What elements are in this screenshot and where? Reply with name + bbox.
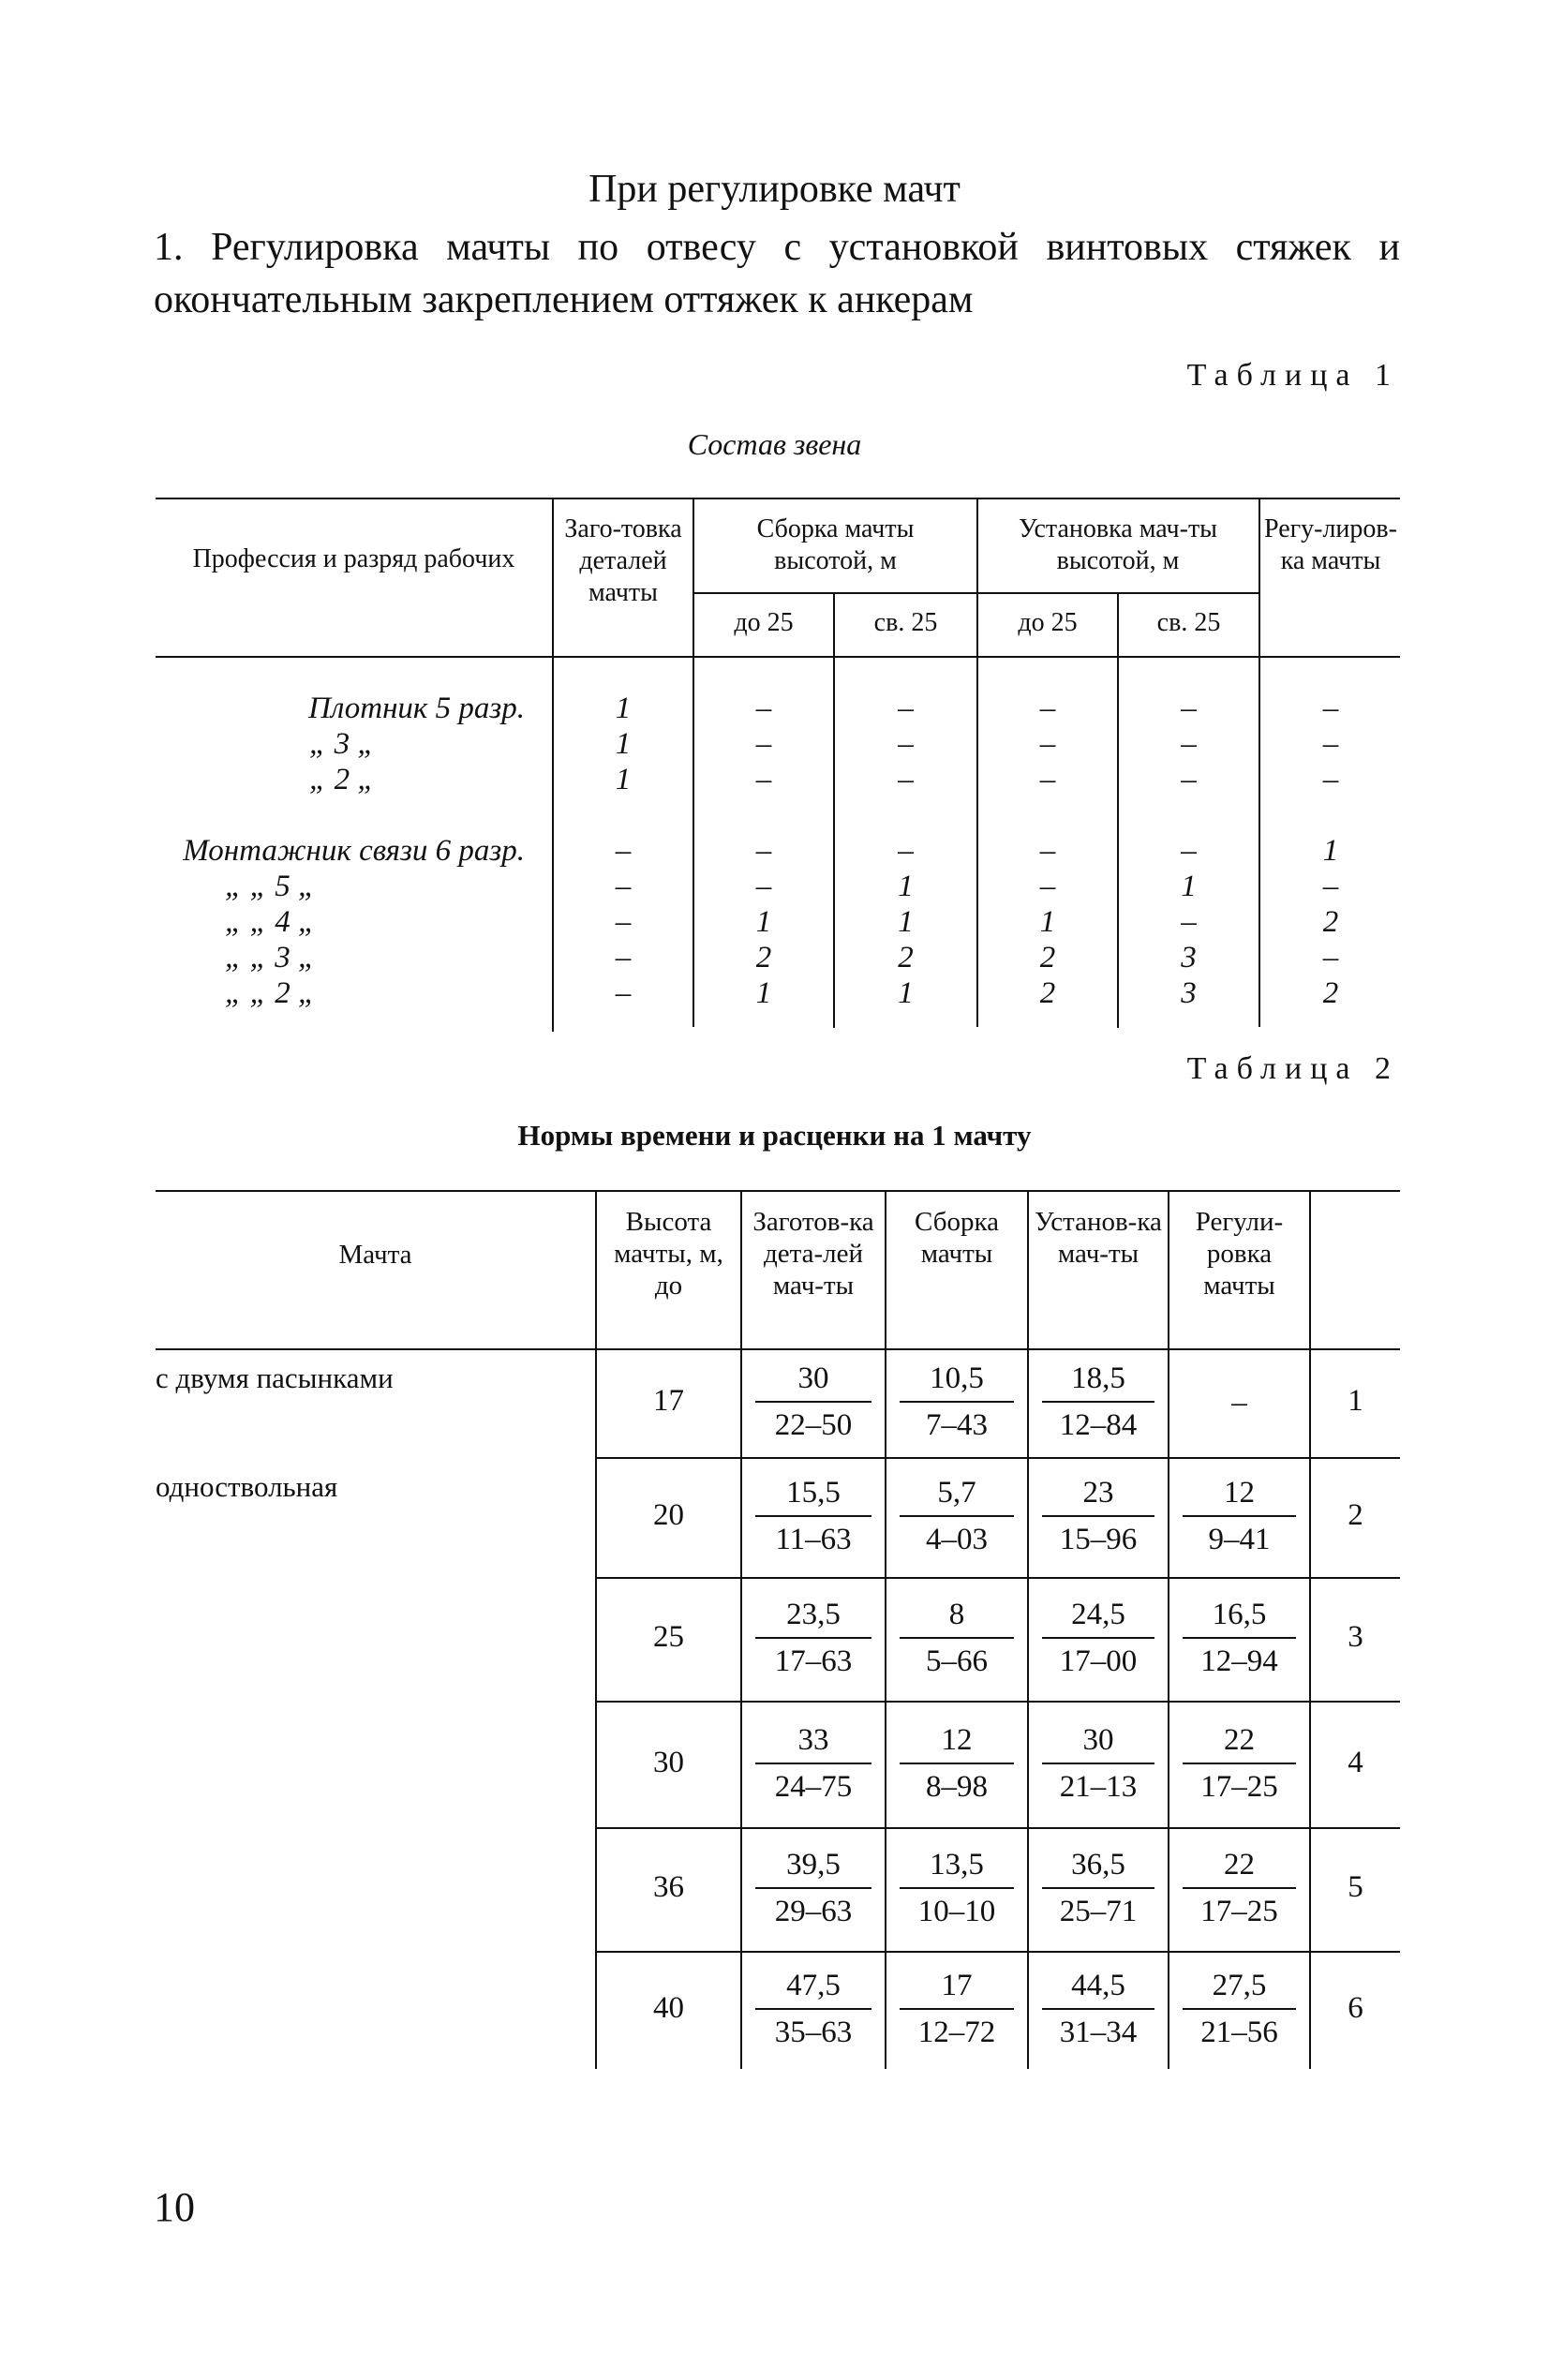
t2-norm: 22 xyxy=(1224,1848,1255,1882)
t2-value-ust xyxy=(1029,1967,1168,2051)
fraction-bar xyxy=(755,1887,871,1889)
fraction-bar xyxy=(900,1637,1014,1639)
t1-cell: 1 xyxy=(1181,870,1197,903)
t2-row-number: 5 xyxy=(1348,1870,1363,1904)
fraction-bar xyxy=(1042,1887,1154,1889)
t1-header-ustanovka: Установка мач-ты высотой, м xyxy=(1019,514,1217,575)
fraction-bar xyxy=(755,1637,871,1639)
t2-height: 25 xyxy=(653,1620,684,1654)
t2-price: 4–03 xyxy=(926,1523,988,1556)
t2-header-vysota: Высота мачты, м, до xyxy=(614,1207,723,1301)
t1-cell: 2 xyxy=(1322,905,1339,939)
t2-price: 12–72 xyxy=(917,2016,996,2049)
t2-price: 9–41 xyxy=(1208,1523,1271,1556)
t2-value-ust xyxy=(1029,1596,1168,1680)
t1-cell: 2 xyxy=(1039,976,1056,1010)
fraction-bar xyxy=(900,1887,1014,1889)
t2-price: 22–50 xyxy=(774,1408,853,1442)
t1-row-label: „ 3 „ xyxy=(309,727,375,761)
t1-cell: – xyxy=(755,727,772,761)
t1-cell: 2 xyxy=(1322,976,1339,1010)
fraction-bar xyxy=(755,2008,871,2010)
t1-cell: – xyxy=(1322,727,1339,761)
t2-price: 7–43 xyxy=(926,1408,988,1442)
t2-value-ust xyxy=(1029,1360,1168,1444)
t2-price: 25–71 xyxy=(1059,1895,1138,1928)
t1-cell: 1 xyxy=(615,692,632,725)
t2-header-ustanovka: Установ-ка мач-ты xyxy=(1035,1207,1162,1269)
table1-caption: Таблица 1 xyxy=(1186,358,1399,393)
t1-cell: 1 xyxy=(898,976,914,1010)
t1-sub-sborka-sv25: св. 25 xyxy=(873,608,938,637)
t1-cell: – xyxy=(898,692,914,725)
t1-cell: 3 xyxy=(1181,941,1197,974)
t2-norm: 36,5 xyxy=(1071,1848,1125,1882)
t1-cell: – xyxy=(615,905,632,939)
t1-cell: – xyxy=(1039,870,1056,903)
t2-value-sb xyxy=(886,1967,1027,2051)
t1-cell: – xyxy=(755,834,772,868)
t1-cell: – xyxy=(755,763,772,796)
t2-norm: 47,5 xyxy=(786,1969,841,2002)
t2-price: 17–25 xyxy=(1200,1895,1278,1928)
t1-header-profession: Профессия и разряд рабочих xyxy=(192,544,515,573)
t1-sub-ustanovka-do25: до 25 xyxy=(1018,608,1078,637)
page-number: 10 xyxy=(154,2184,195,2230)
t1-row-label: „ „ 5 „ xyxy=(225,870,316,903)
t2-header-zagotovka: Заготов-ка дета-лей мач-ты xyxy=(752,1207,874,1301)
t2-value-zag xyxy=(742,1967,885,2051)
t2-norm: 39,5 xyxy=(786,1848,841,1882)
t2-value-reg xyxy=(1169,1721,1309,1806)
t2-row-number: 2 xyxy=(1348,1498,1363,1532)
t2-norm: 22 xyxy=(1224,1722,1255,1757)
t1-cell: 1 xyxy=(898,905,914,939)
t2-norm: 23,5 xyxy=(786,1598,841,1631)
t2-header-regulirovka: Регули-ровка мачты xyxy=(1195,1207,1284,1301)
t1-header-sborka: Сборка мачты высотой, м xyxy=(756,514,915,575)
t1-cell: – xyxy=(615,976,632,1010)
t2-value-zag xyxy=(742,1360,885,1444)
t1-cell: – xyxy=(1322,941,1339,974)
t2-norm: 23 xyxy=(1082,1476,1114,1510)
t2-header-sborka: Сборка мачты xyxy=(915,1207,999,1269)
t1-cell: 1 xyxy=(1322,834,1339,868)
t2-norm: 24,5 xyxy=(1071,1598,1125,1631)
t2-row-number: 1 xyxy=(1348,1384,1363,1418)
t1-cell: – xyxy=(1322,692,1339,725)
t2-value-reg xyxy=(1169,1846,1309,1930)
t1-cell: – xyxy=(1322,763,1339,796)
t1-cell: 2 xyxy=(755,941,772,974)
t2-value-reg xyxy=(1169,1474,1309,1558)
fraction-bar xyxy=(1042,1515,1154,1517)
t1-header-zagotovka: Заго-товка деталей мачты xyxy=(564,514,682,607)
fraction-bar xyxy=(1042,2008,1154,2010)
t1-cell: 1 xyxy=(615,727,632,761)
t2-value-sb xyxy=(886,1360,1027,1444)
fraction-bar xyxy=(1042,1401,1154,1403)
fraction-bar xyxy=(755,1401,871,1403)
t1-row-label: „ „ 4 „ xyxy=(225,905,316,939)
t1-cell: – xyxy=(755,692,772,725)
t1-cell: – xyxy=(1181,692,1197,725)
t1-cell: – xyxy=(1039,692,1056,725)
t2-value-zag xyxy=(742,1721,885,1806)
t2-mast-type: одноствольная xyxy=(156,1470,338,1503)
t2-row-number: 4 xyxy=(1348,1745,1363,1779)
t2-value-sb xyxy=(886,1474,1027,1558)
t2-value-reg xyxy=(1169,1967,1309,2051)
fraction-bar xyxy=(900,2008,1014,2010)
t1-cell: – xyxy=(898,727,914,761)
fraction-bar xyxy=(1183,1515,1296,1517)
t2-norm: 10,5 xyxy=(930,1361,984,1395)
intro-paragraph: 1. Регулировка мачты по отвесу с установкой винтовых стяжек и окончательным закреплением оттяжек к анкерам xyxy=(154,226,1400,321)
t1-cell: – xyxy=(615,834,632,868)
section-heading: При регулировке мачт xyxy=(588,168,961,211)
t2-norm: 30 xyxy=(797,1361,829,1395)
t1-cell: – xyxy=(1181,763,1197,796)
fraction-bar xyxy=(1183,1887,1296,1889)
t1-cell: – xyxy=(1039,763,1056,796)
t2-price: 17–63 xyxy=(774,1644,853,1678)
t1-sub-ustanovka-sv25: св. 25 xyxy=(1156,608,1221,637)
t1-cell: 1 xyxy=(755,905,772,939)
t2-price: 12–84 xyxy=(1059,1408,1138,1442)
t2-header-machta: Мачта xyxy=(338,1240,412,1270)
fraction-bar xyxy=(755,1763,871,1764)
t1-cell: – xyxy=(615,870,632,903)
t2-norm: 30 xyxy=(1082,1722,1114,1757)
t2-norm: 16,5 xyxy=(1212,1598,1267,1631)
fraction-bar xyxy=(900,1401,1014,1403)
t2-value-ust xyxy=(1029,1721,1168,1806)
t2-price: 24–75 xyxy=(774,1769,853,1804)
fraction-bar xyxy=(1042,1763,1154,1764)
t2-value-sb xyxy=(886,1596,1027,1680)
t2-value-sb xyxy=(886,1721,1027,1806)
t1-row-label: „ „ 2 „ xyxy=(225,976,316,1010)
t2-height: 17 xyxy=(653,1384,684,1418)
t2-height: 36 xyxy=(653,1870,684,1904)
t2-height: 40 xyxy=(653,1991,684,2025)
t2-price: 11–63 xyxy=(775,1523,852,1556)
t2-norm: 5,7 xyxy=(937,1476,976,1510)
t2-value-ust xyxy=(1029,1474,1168,1558)
t2-price: 10–10 xyxy=(917,1895,996,1928)
t2-height: 20 xyxy=(653,1498,684,1532)
t1-row-label: Плотник 5 разр. xyxy=(308,692,525,725)
t2-price: 5–66 xyxy=(926,1644,988,1678)
t2-value-zag xyxy=(742,1846,885,1930)
t2-price: 21–13 xyxy=(1059,1769,1138,1804)
t2-norm: 44,5 xyxy=(1071,1969,1125,2002)
t2-value-reg xyxy=(1169,1384,1309,1421)
t2-norm: 18,5 xyxy=(1071,1361,1125,1395)
t1-row-label: „ „ 3 „ xyxy=(225,941,316,974)
t1-cell: 2 xyxy=(1039,941,1056,974)
t2-value-ust xyxy=(1029,1846,1168,1930)
t1-cell: – xyxy=(1181,834,1197,868)
t2-norm: 13,5 xyxy=(930,1848,984,1882)
fraction-bar xyxy=(1183,1637,1296,1639)
t1-sub-sborka-do25: до 25 xyxy=(734,608,794,637)
table2-caption: Таблица 2 xyxy=(1186,1051,1399,1086)
t2-price: 29–63 xyxy=(774,1895,853,1928)
t2-norm: 15,5 xyxy=(786,1476,841,1510)
t2-value-sb xyxy=(886,1846,1027,1930)
t1-cell: – xyxy=(1181,727,1197,761)
t2-value-zag xyxy=(742,1596,885,1680)
t2-price: 12–94 xyxy=(1200,1644,1278,1678)
t2-price: 31–34 xyxy=(1059,2016,1138,2049)
t1-cell: 1 xyxy=(1039,905,1056,939)
t1-row-label: Монтажник связи 6 разр. xyxy=(183,834,525,868)
t1-header-regulirovka: Регу-лиров-ка мачты xyxy=(1264,514,1397,575)
fraction-bar xyxy=(900,1763,1014,1764)
t1-cell: 2 xyxy=(898,941,914,974)
t1-cell: – xyxy=(615,941,632,974)
t1-cell: 1 xyxy=(755,976,772,1010)
fraction-bar xyxy=(1042,1637,1154,1639)
t1-cell: 1 xyxy=(615,763,632,796)
t1-cell: – xyxy=(1039,834,1056,868)
t1-cell: – xyxy=(898,834,914,868)
table2-title: Нормы времени и расценки на 1 мачту xyxy=(517,1119,1032,1152)
t1-cell: – xyxy=(1039,727,1056,761)
t2-price: 21–56 xyxy=(1200,2016,1278,2049)
table1-subtitle: Состав звена xyxy=(687,427,862,461)
t2-norm: 33 xyxy=(797,1722,829,1757)
t2-mast-type: с двумя пасынками xyxy=(156,1361,394,1394)
t1-row-label: „ 2 „ xyxy=(309,763,375,796)
t2-price: 17–00 xyxy=(1059,1644,1138,1678)
t2-norm: 12 xyxy=(1224,1476,1255,1510)
t2-price: 17–25 xyxy=(1200,1769,1278,1804)
t2-value-zag xyxy=(742,1474,885,1558)
t2-norm: 27,5 xyxy=(1212,1969,1267,2002)
t1-cell: – xyxy=(898,763,914,796)
fraction-bar xyxy=(755,1515,871,1517)
t2-price: 8–98 xyxy=(926,1769,988,1804)
t2-norm: 12 xyxy=(941,1722,973,1757)
t2-norm: 8 xyxy=(948,1598,965,1631)
fraction-bar xyxy=(900,1515,1014,1517)
t2-row-number: 6 xyxy=(1348,1991,1363,2025)
t2-height: 30 xyxy=(653,1745,684,1779)
t2-price: 15–96 xyxy=(1059,1523,1138,1556)
t1-cell: – xyxy=(755,870,772,903)
t1-cell: – xyxy=(1181,905,1197,939)
t2-row-number: 3 xyxy=(1348,1620,1363,1654)
t2-value-reg xyxy=(1169,1596,1309,1680)
t1-cell: 1 xyxy=(898,870,914,903)
t2-norm: – xyxy=(1231,1386,1247,1420)
t1-cell: – xyxy=(1322,870,1339,903)
t2-price: 35–63 xyxy=(774,2016,853,2049)
t2-norm: 17 xyxy=(941,1969,973,2002)
t1-cell: 3 xyxy=(1181,976,1197,1010)
fraction-bar xyxy=(1183,2008,1296,2010)
fraction-bar xyxy=(1183,1763,1296,1764)
